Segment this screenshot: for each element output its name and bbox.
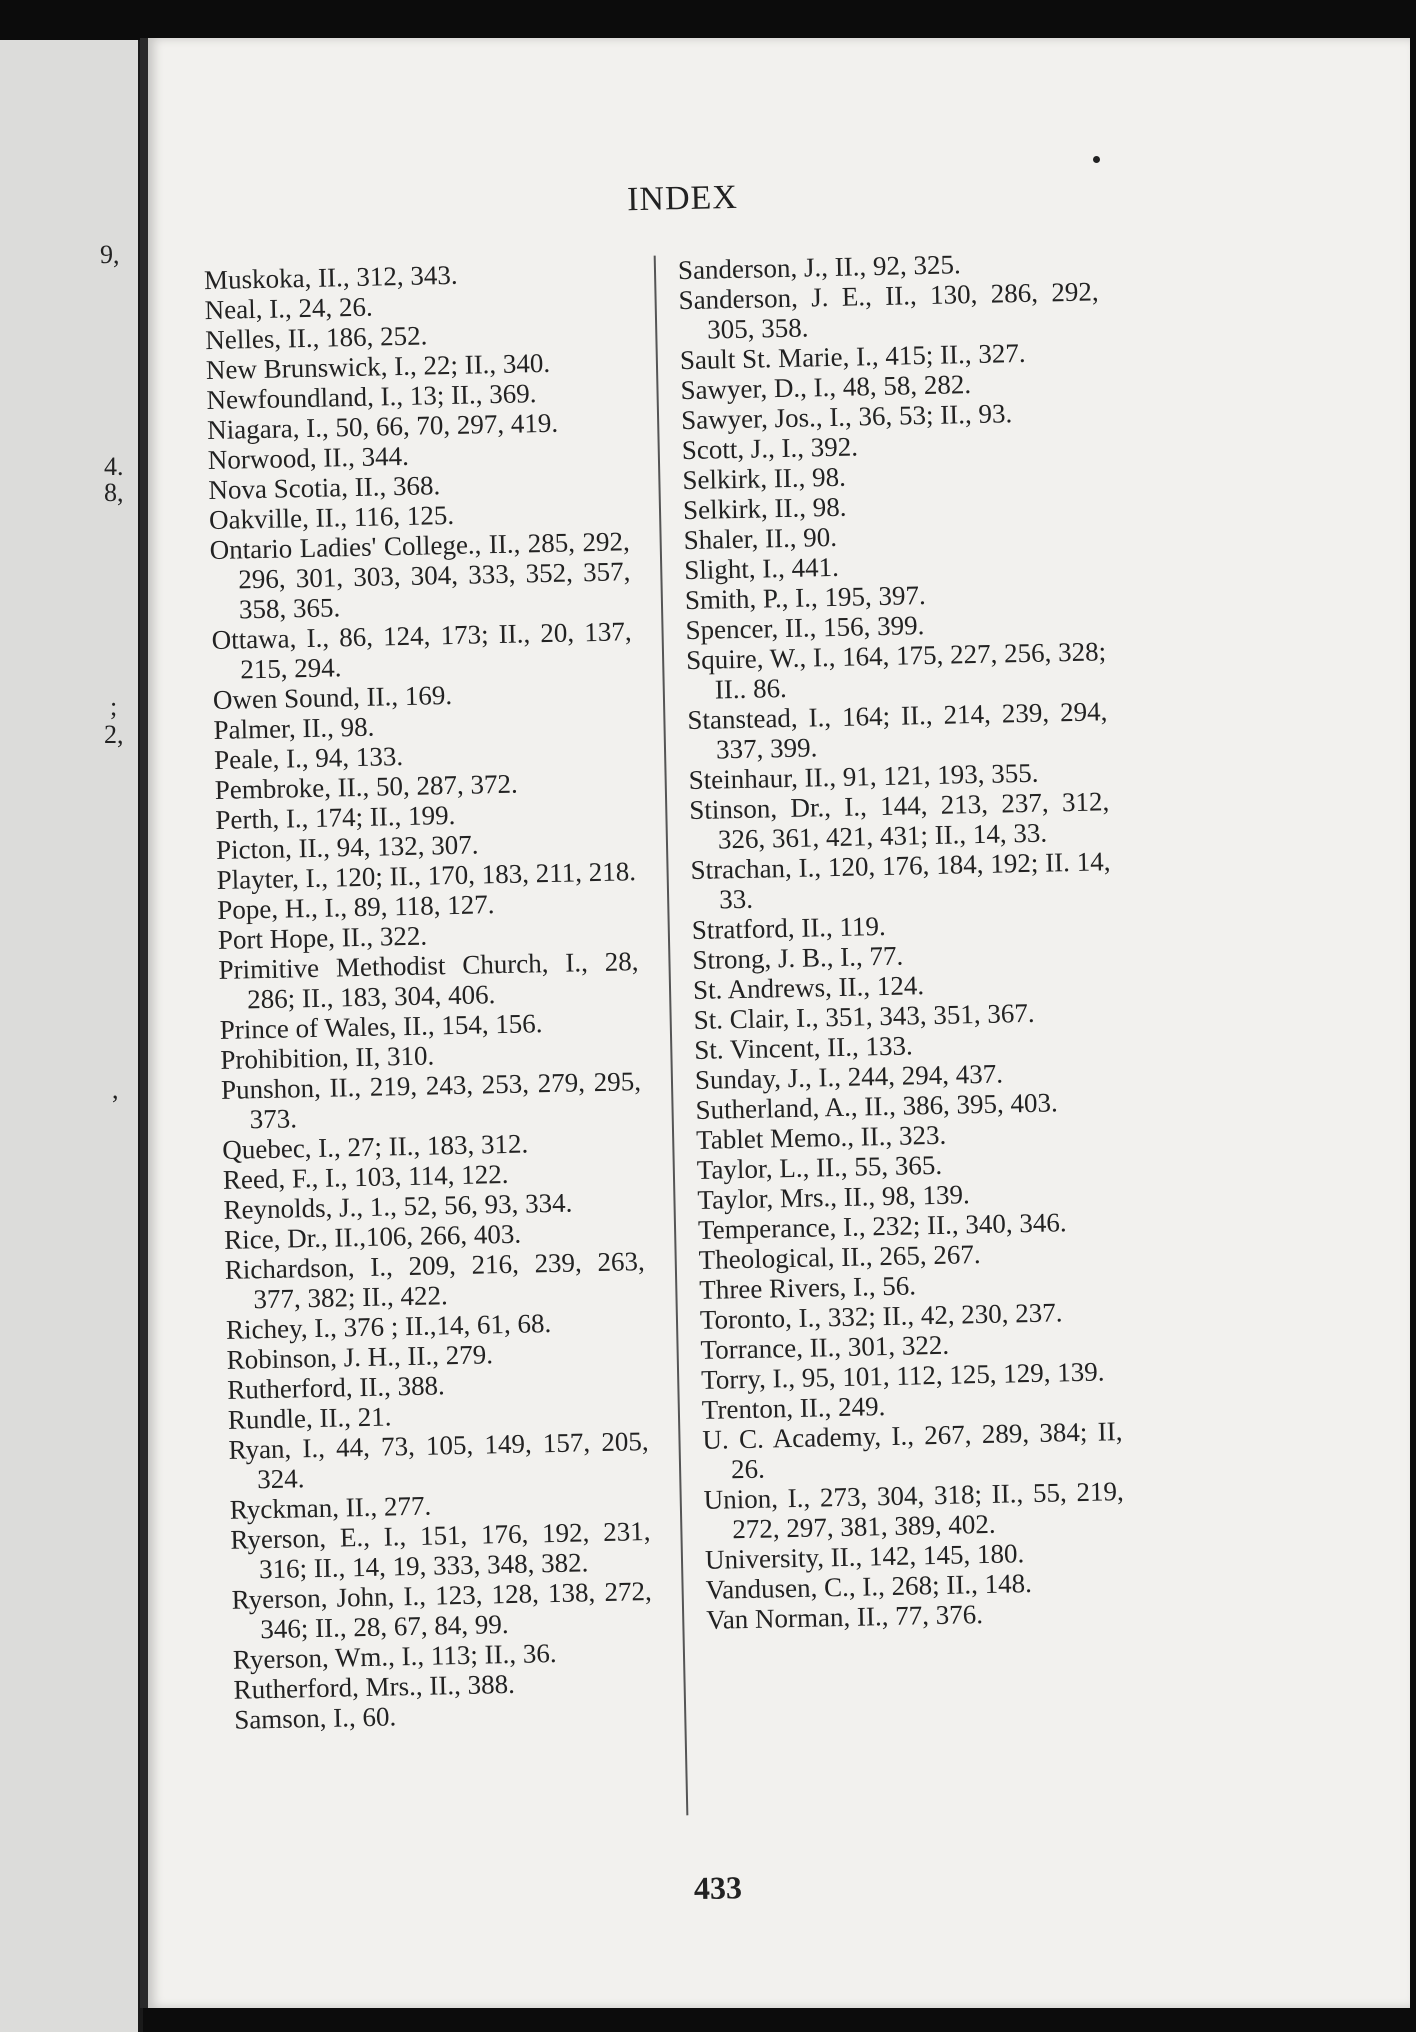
index-entry: Ryckman, II., 277. xyxy=(229,1490,432,1525)
index-entry: Peale, I., 94, 133. xyxy=(213,741,404,775)
index-entry: Norwood, II., 344. xyxy=(207,440,410,476)
prev-edge-text: 8, xyxy=(104,478,124,507)
index-entry: New Brunswick, I., 22; II., 340. xyxy=(205,347,551,386)
index-entry: Picton, II., 94, 132, 307. xyxy=(215,829,479,865)
index-entry: Rutherford, Mrs., II., 388. xyxy=(233,1668,516,1705)
index-entry: Rice, Dr., II.,106, 266, 403. xyxy=(223,1218,522,1255)
index-entry: St. Clair, I., 351, 343, 351, 367. xyxy=(693,997,1035,1035)
index-entry: Perth, I., 174; II., 199. xyxy=(215,799,456,835)
index-entry: Stratford, II., 119. xyxy=(691,910,887,946)
index-entry: Ryerson, E., I., 151, 176, 192, 231, 316; II., 14, 19, 333, 348, 382. xyxy=(230,1516,651,1585)
index-entry: Richey, I., 376 ; II.,14, 61, 68. xyxy=(225,1308,552,1345)
index-entry: Temperance, I., 232; II., 340, 346. xyxy=(697,1207,1067,1245)
index-entry: Sawyer, Jos., I., 36, 53; II., 93. xyxy=(680,398,1013,436)
index-entry: Spencer, II., 156, 399. xyxy=(685,610,925,646)
index-entry: Owen Sound, II., 169. xyxy=(212,679,453,715)
index-entry: Sanderson, J., II., 92, 325. xyxy=(677,249,961,286)
index-entry: Port Hope, II., 322. xyxy=(217,920,428,955)
page-content xyxy=(140,38,1410,2008)
index-entry: Sunday, J., I., 244, 294, 437. xyxy=(694,1058,1004,1095)
previous-page-edge xyxy=(0,40,143,2032)
page-title: INDEX xyxy=(626,178,739,219)
index-entry: Trenton, II., 249. xyxy=(701,1391,886,1425)
index-entry: Punshon, II., 219, 243, 253, 279, 295, 373. xyxy=(220,1066,642,1135)
index-entry: Theological, II., 265, 267. xyxy=(698,1239,981,1275)
index-entry: University, II., 142, 145, 180. xyxy=(704,1538,1025,1575)
index-entry: Slight, I., 441. xyxy=(683,551,840,586)
index-entry: Torry, I., 95, 101, 112, 125, 129, 139. xyxy=(700,1356,1105,1395)
index-entry: Three Rivers, I., 56. xyxy=(699,1270,917,1305)
index-entry: Richardson, I., 209, 216, 239, 263, 377, 382; II., 422. xyxy=(224,1246,646,1315)
index-entry: Sawyer, D., I., 48, 58, 282. xyxy=(680,369,972,406)
index-entry: Ryerson, John, I., 123, 128, 138, 272, 346; II., 28, 67, 84, 99. xyxy=(231,1576,652,1645)
index-entry: Scott, J., I., 392. xyxy=(681,431,859,466)
index-column-left xyxy=(204,256,655,1734)
page-number: 433 xyxy=(693,1869,743,1907)
prev-edge-text: 4. xyxy=(104,452,124,481)
index-entry: Neal, I., 24, 26. xyxy=(204,291,373,326)
index-entry: Playter, I., 120; II., 170, 183, 211, 218. xyxy=(216,856,637,895)
index-entry: Shaler, II., 90. xyxy=(683,521,838,556)
index-entry: Van Norman, II., 77, 376. xyxy=(705,1599,984,1635)
index-entry: Toronto, I., 332; II., 42, 230, 237. xyxy=(699,1297,1063,1335)
index-entry: Smith, P., I., 195, 397. xyxy=(684,580,926,616)
index-entry: Quebec, I., 27; II., 183, 312. xyxy=(221,1128,529,1165)
index-entry: Muskoka, II., 312, 343. xyxy=(203,259,458,296)
prev-edge-text: ; xyxy=(110,692,118,721)
index-entry: Niagara, I., 50, 66, 70, 297, 419. xyxy=(206,407,559,446)
index-entry: Samson, I., 60. xyxy=(233,1701,397,1735)
index-entry: Palmer, II., 98. xyxy=(213,711,375,745)
index-entry: Vandusen, C., I., 268; II., 148. xyxy=(705,1568,1033,1605)
index-entry: Nova Scotia, II., 368. xyxy=(208,470,441,506)
index-entry: Tablet Memo., II., 323. xyxy=(695,1119,947,1155)
index-entry: Sanderson, J. E., II., 130, 286, 292, 305, 358. xyxy=(678,276,1099,345)
index-entry: U. C. Academy, I., 267, 289, 384; II, 26. xyxy=(702,1416,1123,1485)
index-entry: Primitive Methodist Church, I., 28, 286; II., 183, 304, 406. xyxy=(218,946,639,1015)
index-entry: Stinson, Dr., I., 144, 213, 237, 312, 326, 361, 421, 431; II., 14, 33. xyxy=(688,786,1110,855)
index-entry: Oakville, II., 116, 125. xyxy=(208,499,455,536)
index-entry: Nelles, II., 186, 252. xyxy=(205,320,428,356)
index-entry: Prince of Wales, II., 154, 156. xyxy=(219,1008,543,1045)
index-entry: Ryerson, Wm., I., 113; II., 36. xyxy=(232,1638,557,1675)
index-entry: Pembroke, II., 50, 287, 372. xyxy=(214,768,518,805)
index-entry: Pope, H., I., 89, 118, 127. xyxy=(216,889,495,925)
index-entry: Selkirk, II., 98. xyxy=(682,461,847,496)
index-entry: Strachan, I., 120, 176, 184, 192; II. 14, 33. xyxy=(690,846,1111,915)
index-entry: Stanstead, I., 164; II., 214, 239, 294, 337, 399. xyxy=(687,696,1108,765)
index-entry: Steinhaur, II., 91, 121, 193, 355. xyxy=(688,757,1039,796)
index-entry: Sault St. Marie, I., 415; II., 327. xyxy=(679,337,1026,376)
index-entry: Newfoundland, I., 13; II., 369. xyxy=(206,378,537,416)
index-page xyxy=(140,38,1410,2008)
index-entry: Ontario Ladies' College., II., 285, 292, 296, 301, 303, 304, 333, 352, 357, 358, 365. xyxy=(209,526,631,625)
prev-edge-text: 2, xyxy=(104,720,124,749)
index-entry: St. Vincent, II., 133. xyxy=(694,1030,913,1065)
index-column-right xyxy=(654,246,1131,1815)
index-entry: Reed, F., I., 103, 114, 122. xyxy=(222,1158,509,1195)
index-entry: Rundle, II., 21. xyxy=(227,1401,392,1435)
index-entry: Sutherland, A., II., 386, 395, 403. xyxy=(695,1087,1059,1125)
index-entry: Taylor, Mrs., II., 98, 139. xyxy=(697,1179,970,1215)
index-entry: Prohibition, II, 310. xyxy=(220,1040,435,1075)
index-entry: Robinson, J. H., II., 279. xyxy=(226,1339,494,1375)
index-entry: Rutherford, II., 388. xyxy=(227,1370,446,1405)
index-entry: Ottawa, I., 86, 124, 173; II., 20, 137, 215, 294. xyxy=(211,616,632,685)
index-entry: Union, I., 273, 304, 318; II., 55, 219, 272, 297, 381, 389, 402. xyxy=(703,1476,1124,1545)
index-entry: Squire, W., I., 164, 175, 227, 256, 328; II.. 86. xyxy=(685,636,1107,705)
index-entry: St. Andrews, II., 124. xyxy=(692,970,925,1005)
index-entry: Taylor, L., II., 55, 365. xyxy=(696,1149,943,1185)
prev-edge-text: 9, xyxy=(100,240,120,269)
prev-edge-text: , xyxy=(112,1075,119,1104)
index-entry: Strong, J. B., I., 77. xyxy=(692,940,904,976)
index-entry: Torrance, II., 301, 322. xyxy=(700,1329,950,1365)
index-entry: Reynolds, J., 1., 52, 56, 93, 334. xyxy=(223,1187,573,1225)
index-entry: Selkirk, II., 98. xyxy=(682,491,847,526)
index-entry: Ryan, I., 44, 73, 105, 149, 157, 205, 324. xyxy=(228,1426,649,1495)
